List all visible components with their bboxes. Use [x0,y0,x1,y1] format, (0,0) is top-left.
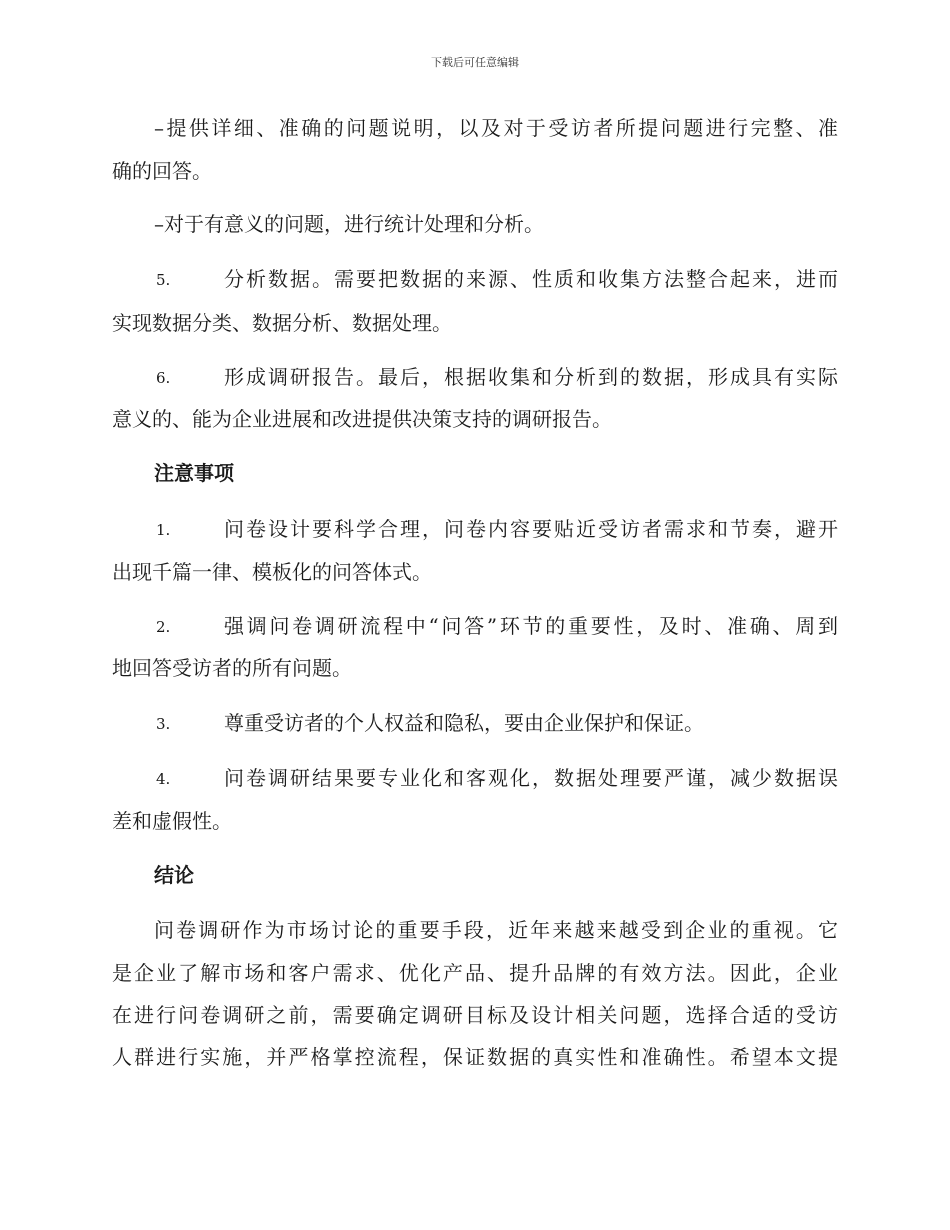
note-1-line-2: 出现千篇一律、模板化的问答体式。 [112,560,432,584]
conclusion-line-1: 问卷调研作为市场讨论的重要手段，近年来越来越受到企业的重视。它 [154,918,838,942]
note-3-line-1: 尊重受访者的个人权益和隐私，要由企业保护和保证。 [224,711,704,735]
note-4-line-2: 差和虚假性。 [112,809,232,833]
note-4-number: 4. [156,770,171,788]
conclusion-heading: 结论 [154,863,194,887]
notes-heading: 注意事项 [154,461,234,485]
note-1-line-1: 问卷设计要科学合理，问卷内容要贴近受访者需求和节奏，避开 [224,517,838,541]
step-5-line-1: 分析数据。需要把数据的来源、性质和收集方法整合起来，进而 [224,267,838,291]
note-3-number: 3. [156,715,171,733]
note-2-line-2: 地回答受访者的所有问题。 [112,656,352,680]
note-2-line-1: 强调问卷调研流程中“问答”环节的重要性，及时、准确、周到 [224,614,838,638]
bullet-2: –对于有意义的问题，进行统计处理和分析。 [154,212,544,236]
page-header: 下载后可任意编辑 [431,56,519,69]
bullet-1-line-2: 确的回答。 [112,159,212,183]
conclusion-line-3: 在进行问卷调研之前，需要确定调研目标及设计相关问题，选择合适的受访 [112,1003,838,1027]
step-6-number: 6. [156,369,171,387]
note-1-number: 1. [156,521,171,539]
step-5-line-2: 实现数据分类、数据分析、数据处理。 [112,311,452,335]
conclusion-line-4: 人群进行实施，并严格掌控流程，保证数据的真实性和准确性。希望本文提 [112,1045,838,1069]
step-5-number: 5. [156,271,171,289]
conclusion-line-2: 是企业了解市场和客户需求、优化产品、提升品牌的有效方法。因此，企业 [112,961,838,985]
note-2-number: 2. [156,618,171,636]
note-4-line-1: 问卷调研结果要专业化和客观化，数据处理要严谨，减少数据误 [224,766,838,790]
bullet-1-line-1: –提供详细、准确的问题说明，以及对于受访者所提问题进行完整、准 [154,116,838,140]
step-6-line-1: 形成调研报告。最后，根据收集和分析到的数据，形成具有实际 [224,365,838,389]
step-6-line-2: 意义的、能为企业进展和改进提供决策支持的调研报告。 [112,407,612,431]
